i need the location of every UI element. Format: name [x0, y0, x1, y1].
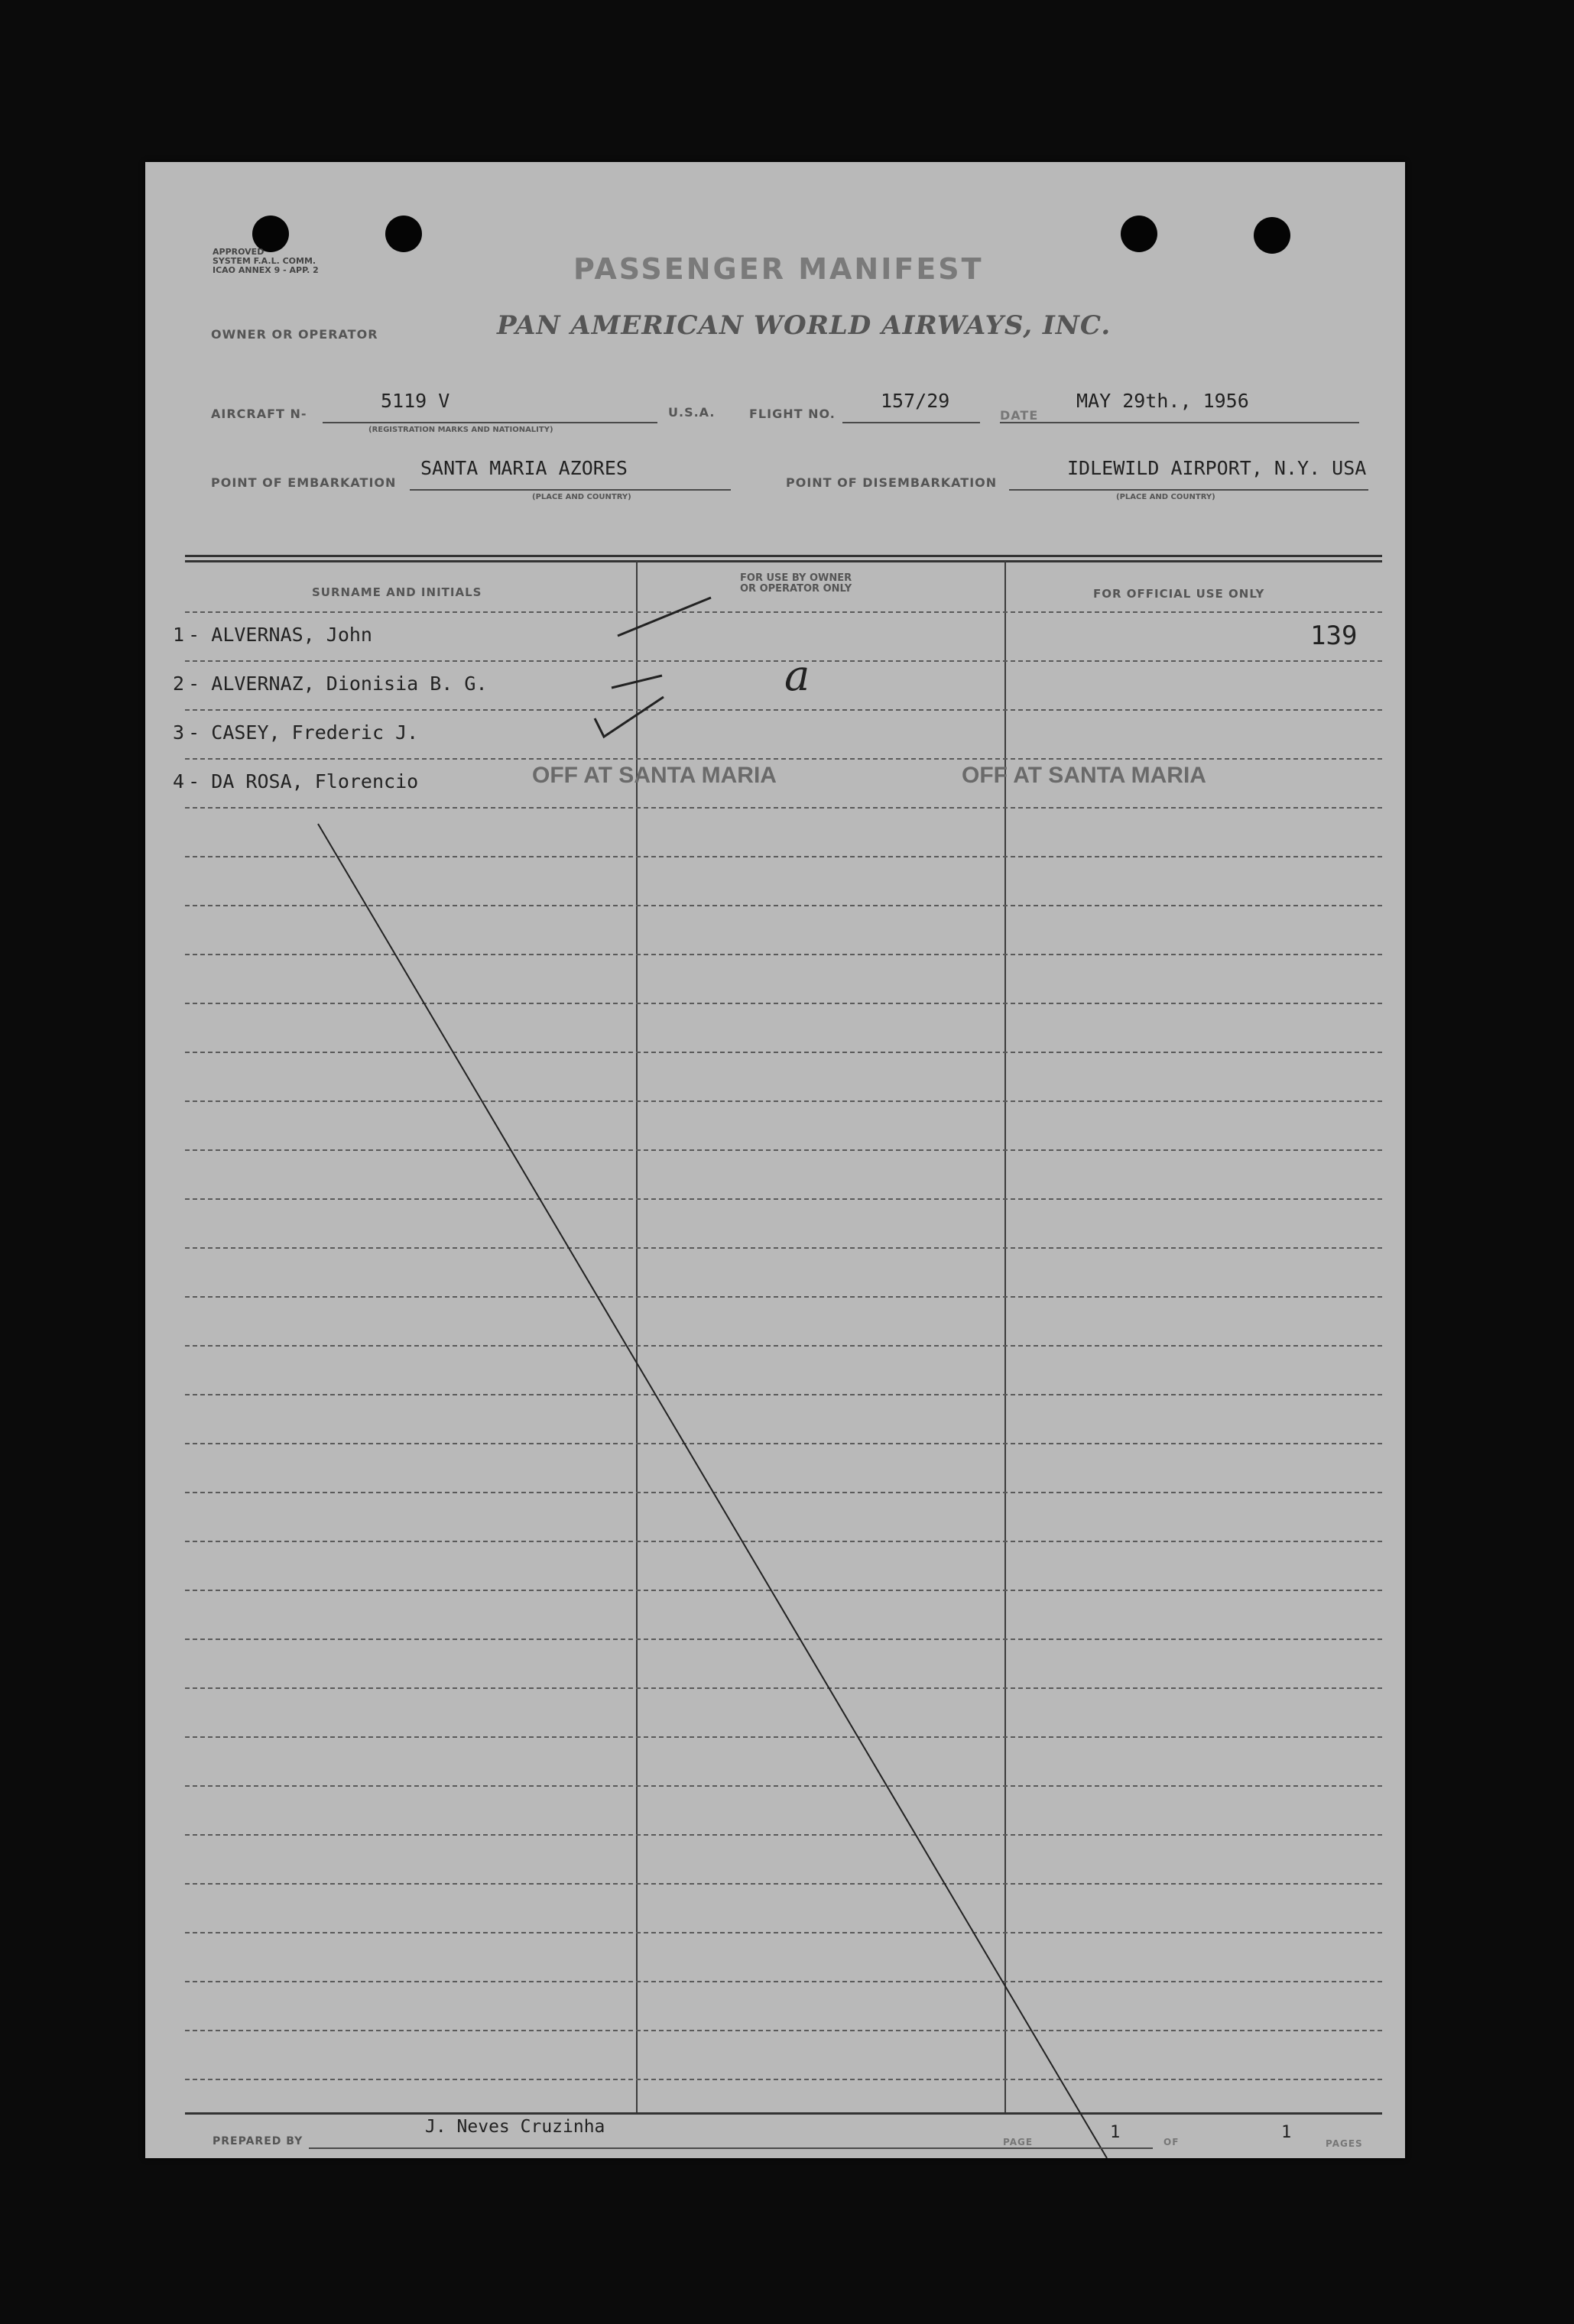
table-row-rule	[185, 1883, 1382, 1885]
check-mark	[595, 697, 664, 737]
table-row-rule	[185, 660, 1382, 662]
flight-label: FLIGHT NO.	[749, 407, 836, 421]
table-row-rule	[185, 1198, 1382, 1200]
owner-use-header	[740, 573, 852, 595]
disembarkation-line	[1009, 489, 1368, 491]
manifest-sheet	[145, 162, 1405, 2158]
row-dash: -	[188, 770, 212, 792]
approval-line: APPROVED	[213, 247, 264, 257]
cancellation-line	[318, 824, 1107, 2158]
table-row-rule	[185, 1492, 1382, 1493]
row-dash: -	[188, 673, 212, 695]
table-row-rule	[185, 1100, 1382, 1102]
disembarkation-label: POINT OF DISEMBARKATION	[786, 475, 998, 490]
column-divider	[636, 561, 638, 2114]
table-row-rule	[185, 1149, 1382, 1151]
table-row-rule	[185, 1981, 1382, 1982]
table-row-rule	[185, 1736, 1382, 1738]
table-row-rule	[185, 905, 1382, 906]
off-at-stamp: OFF AT SANTA MARIA	[532, 763, 777, 788]
passenger-row	[173, 770, 418, 792]
passenger-name: CASEY, Frederic J.	[211, 721, 419, 744]
check-mark-stroke	[618, 598, 711, 636]
table-row-rule	[185, 758, 1382, 760]
prepared-label: PREPARED BY	[213, 2135, 303, 2147]
table-row-rule	[185, 1541, 1382, 1542]
row-number: 4	[173, 770, 185, 792]
official-use-header: FOR OFFICIAL USE ONLY	[1093, 587, 1265, 601]
embarkation-value: SANTA MARIA AZORES	[420, 457, 628, 479]
punch-hole	[385, 216, 422, 252]
table-row-rule	[185, 1785, 1382, 1787]
approval-line: SYSTEM F.A.L. COMM.	[213, 256, 316, 266]
passenger-name: ALVERNAS, John	[211, 624, 372, 646]
table-row-rule	[185, 807, 1382, 809]
table-row-rule	[185, 1638, 1382, 1640]
table-row-rule	[185, 1932, 1382, 1933]
embarkation-line	[410, 489, 731, 491]
usa-label: U.S.A.	[668, 405, 716, 420]
row-dash: -	[188, 721, 212, 744]
table-row-rule	[185, 1834, 1382, 1836]
punch-hole	[1254, 217, 1290, 254]
aircraft-value: 5119 V	[381, 390, 450, 412]
passenger-row	[173, 721, 418, 744]
table-row-rule	[185, 1590, 1382, 1591]
embarkation-caption: (PLACE AND COUNTRY)	[532, 493, 631, 501]
aircraft-label: AIRCRAFT N-	[211, 407, 307, 421]
handwritten-letter: a	[784, 651, 810, 701]
table-row-rule	[185, 1003, 1382, 1004]
row-number: 3	[173, 721, 185, 744]
prepared-value: J. Neves Cruzinha	[425, 2117, 605, 2137]
table-row-rule	[185, 709, 1382, 711]
approval-stamp	[213, 248, 319, 275]
date-label: DATE	[1000, 408, 1039, 423]
date-line	[1000, 422, 1359, 423]
page-label: PAGE	[1003, 2137, 1034, 2147]
owner-use-header-line: OR OPERATOR ONLY	[740, 583, 852, 595]
passenger-row	[173, 624, 372, 646]
pages-value: 1	[1281, 2123, 1292, 2142]
table-row-rule	[185, 1052, 1382, 1053]
passenger-row	[173, 673, 488, 695]
table-row-rule	[185, 1394, 1382, 1395]
of-label: OF	[1163, 2137, 1180, 2147]
page-title: PASSENGER MANIFEST	[573, 252, 984, 286]
embarkation-label: POINT OF EMBARKATION	[211, 475, 397, 490]
flight-line	[842, 422, 980, 423]
aircraft-caption: (REGISTRATION MARKS AND NATIONALITY)	[368, 426, 553, 434]
row-dash: -	[188, 624, 212, 646]
disembarkation-value: IDLEWILD AIRPORT, N.Y. USA	[1067, 457, 1367, 479]
table-row-rule	[185, 1687, 1382, 1689]
table-row-rule	[185, 1296, 1382, 1298]
disembarkation-caption: (PLACE AND COUNTRY)	[1116, 493, 1215, 501]
punch-hole	[1121, 216, 1157, 252]
passenger-name: DA ROSA, Florencio	[211, 770, 419, 792]
table-row-rule	[185, 1247, 1382, 1249]
flight-value: 157/29	[881, 390, 950, 412]
surname-header: SURNAME AND INITIALS	[312, 585, 482, 599]
passenger-name: ALVERNAZ, Dionisia B. G.	[211, 673, 488, 695]
table-row-rule	[185, 1345, 1382, 1347]
aircraft-line	[323, 422, 657, 423]
table-top-rule	[185, 555, 1382, 562]
operator-name: PAN AMERICAN WORLD AIRWAYS, INC.	[497, 310, 1112, 341]
date-value: MAY 29th., 1956	[1076, 390, 1249, 412]
table-row-rule	[185, 856, 1382, 857]
table-row-rule	[185, 2030, 1382, 2031]
column-divider	[1004, 561, 1006, 2114]
table-row-rule	[185, 611, 1382, 613]
row-number: 2	[173, 673, 185, 695]
pages-label: PAGES	[1326, 2138, 1363, 2149]
table-row-rule	[185, 954, 1382, 955]
page-value: 1	[1110, 2123, 1121, 2142]
owner-use-header-line: FOR USE BY OWNER	[740, 572, 852, 584]
approval-line: ICAO ANNEX 9 - APP. 2	[213, 265, 319, 275]
table-row-rule	[185, 1443, 1382, 1444]
table-row-rule	[185, 2079, 1382, 2080]
official-number: 139	[1310, 621, 1358, 651]
owner-label: OWNER OR OPERATOR	[211, 327, 378, 342]
table-bottom-rule	[185, 2112, 1382, 2115]
row-number: 1	[173, 624, 185, 646]
prepared-line	[309, 2147, 1153, 2149]
off-at-stamp: OFF AT SANTA MARIA	[962, 763, 1206, 788]
